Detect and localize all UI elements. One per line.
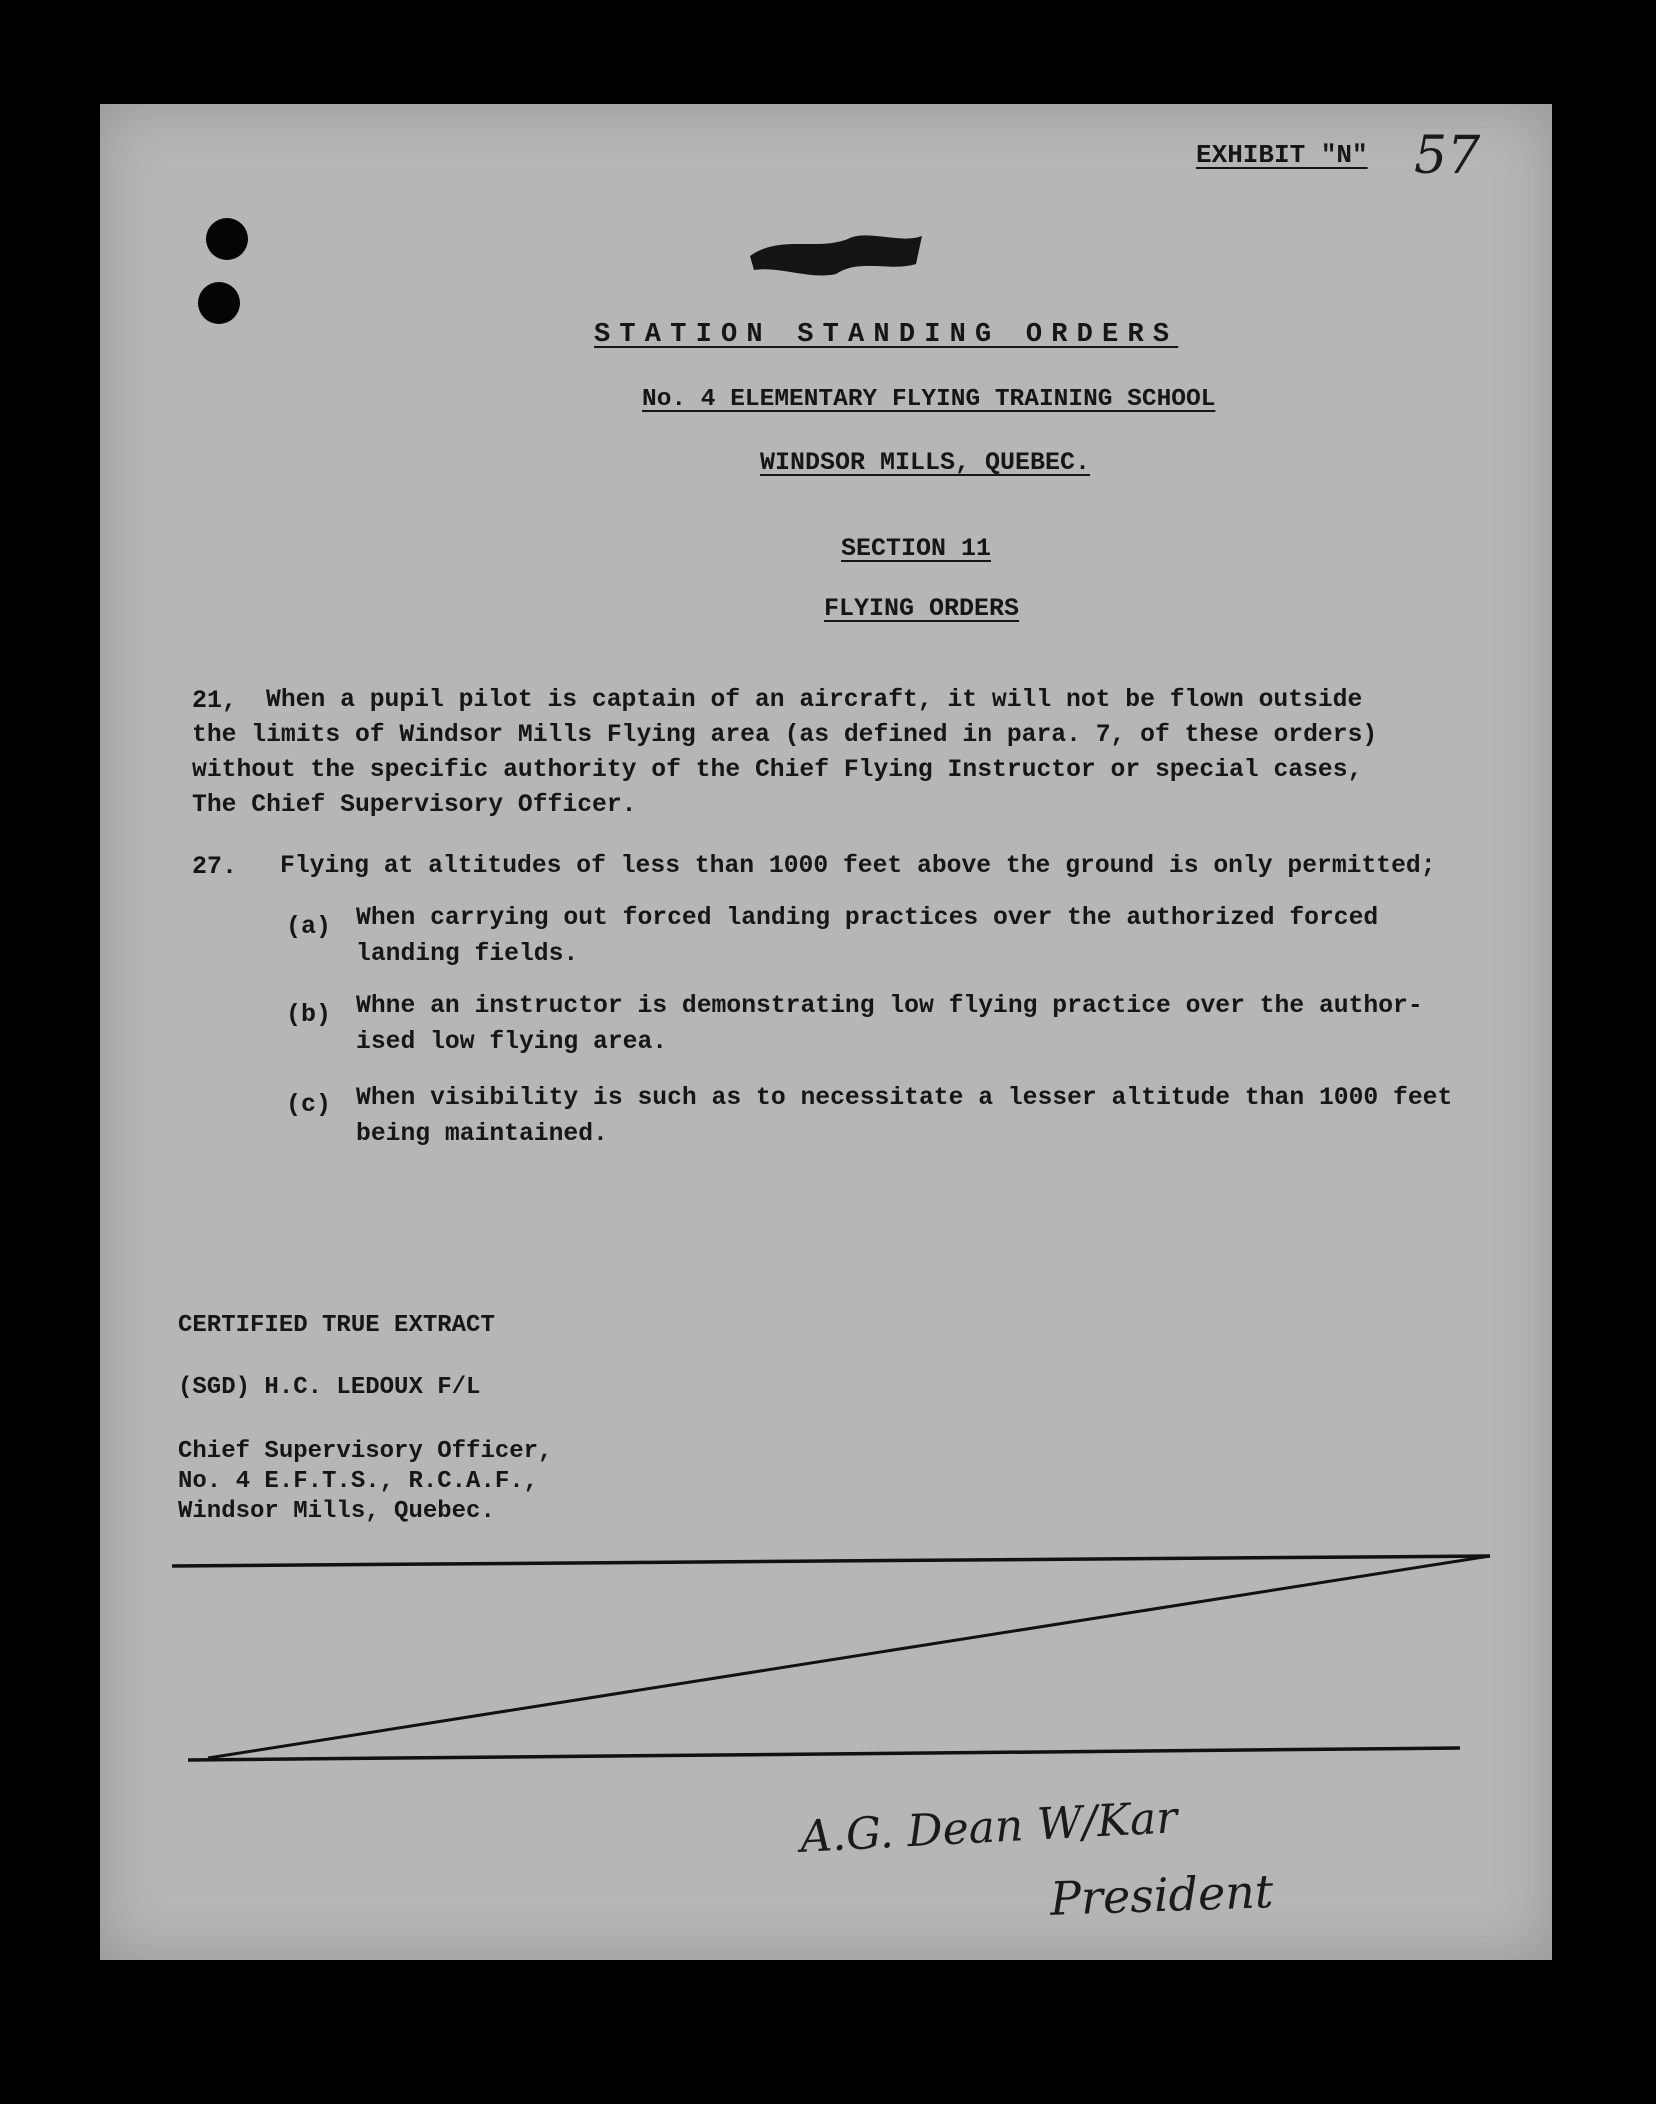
cancellation-lines <box>100 1544 1552 1844</box>
para-27-number: 27. <box>192 852 238 881</box>
para-27-text: Flying at altitudes of less than 1000 feet above the ground is only permitted; <box>280 852 1436 880</box>
item-c-line-1: When visibility is such as to necessitate a lesser altitude than 1000 feet <box>356 1084 1453 1112</box>
title-line-2: No. 4 ELEMENTARY FLYING TRAINING SCHOOL <box>642 386 1216 413</box>
officer-title-line-3: Windsor Mills, Quebec. <box>178 1498 495 1525</box>
exhibit-label: EXHIBIT "N" <box>1196 140 1368 170</box>
certified-heading: CERTIFIED TRUE EXTRACT <box>178 1312 495 1339</box>
officer-title-line-1: Chief Supervisory Officer, <box>178 1438 553 1465</box>
para-21-line-1: When a pupil pilot is captain of an aircraft, it will not be flown outside <box>266 686 1363 714</box>
title-line-3: WINDSOR MILLS, QUEBEC. <box>760 448 1091 477</box>
para-21-line-3: without the specific authority of the Chief Flying Instructor or special cases, <box>192 756 1363 784</box>
item-a-line-1: When carrying out forced landing practices over the authorized forced <box>356 904 1379 932</box>
section-heading: SECTION 11 <box>841 534 992 563</box>
signature-name: A.G. Dean W/Kar <box>798 1792 1179 1863</box>
para-21-line-2: the limits of Windsor Mills Flying area (as defined in para. 7, of these orders) <box>192 721 1378 749</box>
flying-orders-heading: FLYING ORDERS <box>824 594 1020 623</box>
item-b-line-2: ised low flying area. <box>356 1028 668 1056</box>
item-b-line-1: Whne an instructor is demonstrating low flying practice over the author- <box>356 992 1423 1020</box>
item-a-label: (a) <box>286 912 332 941</box>
officer-title-line-2: No. 4 E.F.T.S., R.C.A.F., <box>178 1468 539 1495</box>
para-21-line-4: The Chief Supervisory Officer. <box>192 791 637 819</box>
signed-line: (SGD) H.C. LEDOUX F/L <box>178 1374 481 1401</box>
punch-hole-bottom <box>198 282 240 324</box>
document-page <box>100 104 1552 1960</box>
item-c-label: (c) <box>286 1090 332 1119</box>
redaction-mark <box>740 222 930 282</box>
punch-hole-top <box>206 218 248 260</box>
title-line-1: STATION STANDING ORDERS <box>594 320 1179 350</box>
item-c-line-2: being maintained. <box>356 1120 608 1148</box>
item-a-line-2: landing fields. <box>356 940 579 968</box>
signature-role: President <box>1049 1864 1275 1926</box>
item-b-label: (b) <box>286 1000 332 1029</box>
para-21-number: 21, <box>192 686 238 715</box>
page-number: 57 <box>1414 126 1481 186</box>
